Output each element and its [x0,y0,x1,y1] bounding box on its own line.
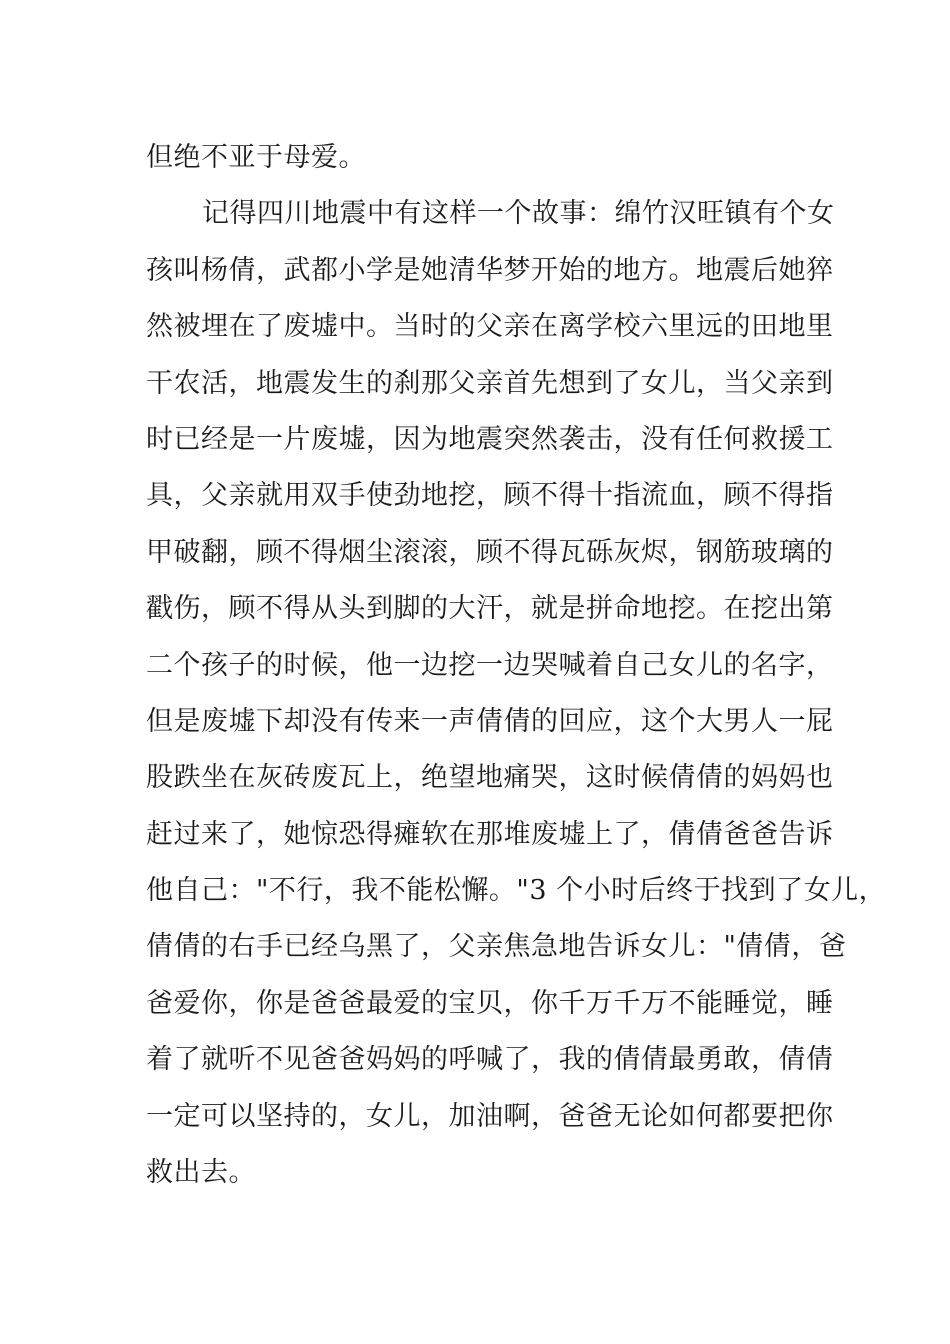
text-line: 赶过来了，她惊恐得瘫软在那堆废墟上了，倩倩爸爸告诉 [146,818,834,850]
text-line: 然被埋在了废墟中。当时的父亲在离学校六里远的田地里 [146,311,834,343]
text-line: 孩叫杨倩，武都小学是她清华梦开始的地方。地震后她猝 [146,254,834,286]
text-line: 股跌坐在灰砖废瓦上，绝望地痛哭，这时候倩倩的妈妈也 [146,762,834,794]
text-line: 着了就听不见爸爸妈妈的呼喊了，我的倩倩最勇敢，倩倩 [146,1044,834,1076]
text-line: 戳伤，顾不得从头到脚的大汗，就是拼命地挖。在挖出第 [146,593,834,625]
text-line: 一定可以坚持的，女儿，加油啊，爸爸无论如何都要把你 [146,1100,834,1132]
text-line: 救出去。 [146,1157,256,1189]
text-line: 爸爱你，你是爸爸最爱的宝贝，你千万千万不能睡觉，睡 [146,987,834,1019]
text-line: 干农活，地震发生的刹那父亲首先想到了女儿，当父亲到 [146,367,834,399]
text-line: 倩倩的右手已经乌黑了，父亲焦急地告诉女儿："倩倩，爸 [146,931,847,963]
paragraph-first-line: 记得四川地震中有这样一个故事：绵竹汉旺镇有个女 [202,198,835,230]
text-line: 甲破翻，顾不得烟尘滚滚，顾不得瓦砾灰烬，钢筋玻璃的 [146,536,834,568]
text-line: 时已经是一片废墟，因为地震突然袭击，没有任何救援工 [146,423,834,455]
text-line: 但是废墟下却没有传来一声倩倩的回应，这个大男人一屁 [146,705,834,737]
text-line: 具，父亲就用双手使劲地挖，顾不得十指流血，顾不得指 [146,480,834,512]
text-line: 但绝不亚于母爱。 [146,142,366,173]
text-line: 他自己："不行，我不能松懈。"3 个小时后终于找到了女儿， [146,875,887,907]
body-text [146,130,887,1201]
text-line: 二个孩子的时候，他一边挖一边哭喊着自己女儿的名字， [146,649,834,681]
